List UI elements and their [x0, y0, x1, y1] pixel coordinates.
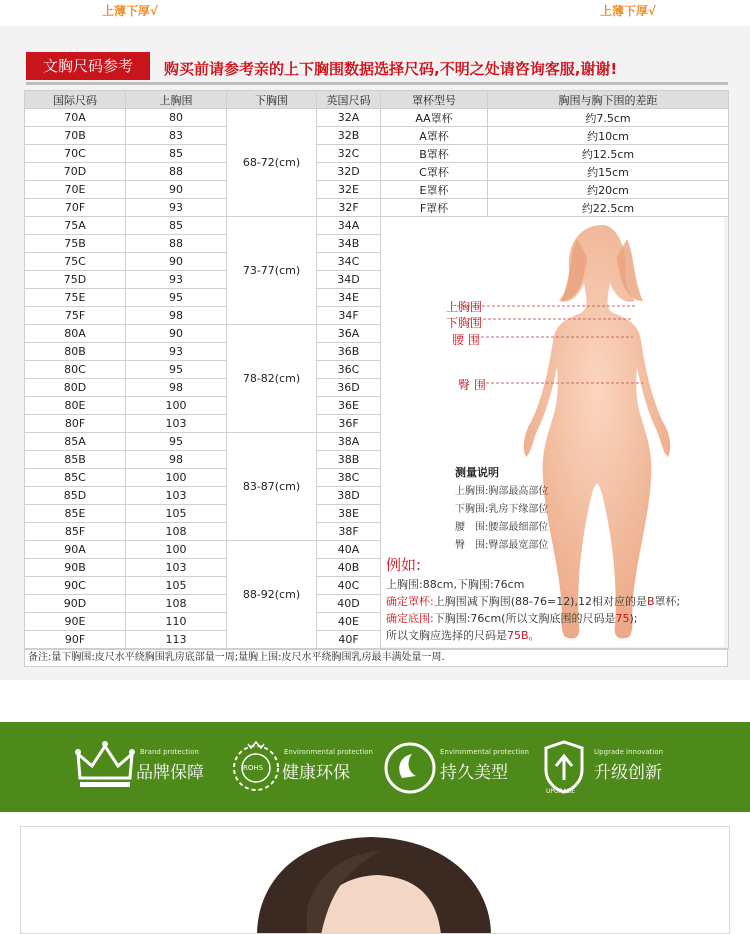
cup-type-cell: E罩杯: [381, 181, 488, 199]
intl-size-cell: 70E: [25, 181, 126, 199]
intl-size-cell: 80A: [25, 325, 126, 343]
size-chart-title: 文胸尺码参考: [26, 52, 150, 80]
uk-size-cell: 32D: [317, 163, 381, 181]
uk-size-cell: 38E: [317, 505, 381, 523]
example-line-2: [386, 593, 680, 609]
intl-size-cell: 75A: [25, 217, 126, 235]
upper-bust-cell: 93: [126, 199, 227, 217]
measure-line: 上胸围:胸部最高部位: [455, 486, 549, 497]
upper-bust-cell: 90: [126, 253, 227, 271]
intl-size-cell: 80F: [25, 415, 126, 433]
table-header-cell: 胸围与胸下围的差距: [488, 91, 729, 109]
uk-size-cell: 38F: [317, 523, 381, 541]
intl-size-cell: 70B: [25, 127, 126, 145]
intl-size-cell: 80E: [25, 397, 126, 415]
example-text: 罩杯;: [654, 595, 681, 608]
example-text: 。: [528, 629, 540, 642]
intl-size-cell: 75D: [25, 271, 126, 289]
uk-size-cell: 36A: [317, 325, 381, 343]
intl-size-cell: 85A: [25, 433, 126, 451]
cup-type-cell: A罩杯: [381, 127, 488, 145]
upper-bust-cell: 100: [126, 469, 227, 487]
feature-label: 持久美型: [440, 763, 508, 783]
top-strip: [0, 0, 750, 26]
example-text: 所以文胸应选择的尺码是: [386, 629, 507, 642]
header-divider: [26, 82, 728, 85]
upper-bust-cell: 105: [126, 577, 227, 595]
cup-diff-cell: 约20cm: [488, 181, 729, 199]
measure-guide-title: 测量说明: [455, 466, 499, 479]
feature-eco: [228, 722, 378, 812]
uk-size-cell: 40F: [317, 631, 381, 649]
upper-bust-cell: 88: [126, 163, 227, 181]
intl-size-cell: 70F: [25, 199, 126, 217]
table-header-cell: 国际尺码: [25, 91, 126, 109]
under-bust-cell: 73-77(cm): [227, 217, 317, 325]
feature-brand: [74, 722, 224, 812]
table-row: [25, 163, 729, 181]
cup-diff-cell: 约12.5cm: [488, 145, 729, 163]
upper-bust-cell: 85: [126, 217, 227, 235]
uk-size-cell: 40C: [317, 577, 381, 595]
uk-size-cell: 32B: [317, 127, 381, 145]
uk-size-cell: 32C: [317, 145, 381, 163]
table-header-cell: 英国尺码: [317, 91, 381, 109]
section-gap: [0, 680, 750, 722]
table-row: [25, 145, 729, 163]
example-text: );: [629, 612, 638, 625]
upper-bust-cell: 108: [126, 523, 227, 541]
cup-type-cell: F罩杯: [381, 199, 488, 217]
upper-bust-cell: 103: [126, 415, 227, 433]
table-row: [25, 127, 729, 145]
upper-bust-cell: 98: [126, 379, 227, 397]
example-line-3: [386, 610, 637, 626]
cup-diff-cell: 约10cm: [488, 127, 729, 145]
upper-bust-cell: 100: [126, 397, 227, 415]
feature-shape: [382, 722, 532, 812]
under-bust-cell: 68-72(cm): [227, 109, 317, 217]
feature-label: 升级创新: [594, 763, 662, 783]
upper-bust-cell: 100: [126, 541, 227, 559]
intl-size-cell: 75F: [25, 307, 126, 325]
upper-bust-label: 上胸围: [446, 300, 483, 314]
example-text: 上胸围减下胸围(88-76=12),12相对应的是: [433, 595, 647, 608]
uk-size-cell: 32E: [317, 181, 381, 199]
upper-bust-cell: 108: [126, 595, 227, 613]
uk-size-cell: 36C: [317, 361, 381, 379]
feature-subtitle: Environmental protection: [440, 748, 529, 756]
crown-icon: [74, 738, 136, 796]
example-cup-value: B: [646, 595, 655, 608]
size-chart-instruction: 购买前请参考亲的上下胸围数据选择尺码,不明之处请咨询客服,谢谢!: [164, 60, 618, 78]
uk-size-cell: 32F: [317, 199, 381, 217]
upper-bust-cell: 98: [126, 307, 227, 325]
intl-size-cell: 80C: [25, 361, 126, 379]
thin-top-label-right: 上薄下厚√: [600, 4, 657, 18]
intl-size-cell: 80B: [25, 343, 126, 361]
measure-line: 下胸围:乳房下缘部位: [455, 504, 549, 515]
intl-size-cell: 85C: [25, 469, 126, 487]
hip-label: 臀 围: [458, 378, 486, 392]
intl-size-cell: 90C: [25, 577, 126, 595]
under-bust-cell: 88-92(cm): [227, 541, 317, 649]
feature-upgrade: [536, 722, 686, 812]
upper-bust-cell: 95: [126, 361, 227, 379]
uk-size-cell: 32A: [317, 109, 381, 127]
determine-cup-label: 确定罩杯:: [386, 595, 434, 608]
example-line-4: [386, 627, 540, 643]
feature-label: 品牌保障: [136, 763, 204, 783]
uk-size-cell: 36E: [317, 397, 381, 415]
cup-diff-cell: 约15cm: [488, 163, 729, 181]
intl-size-cell: 70D: [25, 163, 126, 181]
feature-subtitle: Environmental protection: [284, 748, 373, 756]
waist-label: 腰 围: [452, 333, 480, 347]
measure-line: 臀 围:臀部最宽部位: [455, 540, 549, 551]
feature-subtitle: Upgrade innovation: [594, 748, 664, 756]
measure-line: 腰 围:腰部最细部位: [455, 522, 549, 533]
upper-bust-cell: 103: [126, 559, 227, 577]
uk-size-cell: 40A: [317, 541, 381, 559]
upper-bust-cell: 93: [126, 271, 227, 289]
model-photo: [20, 826, 730, 934]
upper-bust-cell: 113: [126, 631, 227, 649]
intl-size-cell: 70A: [25, 109, 126, 127]
example-line-1: 上胸围:88cm,下胸围:76cm: [386, 578, 525, 591]
upper-bust-cell: 83: [126, 127, 227, 145]
uk-size-cell: 34B: [317, 235, 381, 253]
intl-size-cell: 90A: [25, 541, 126, 559]
table-row: [25, 109, 729, 127]
upper-bust-cell: 110: [126, 613, 227, 631]
table-row: [25, 199, 729, 217]
cup-type-cell: AA罩杯: [381, 109, 488, 127]
uk-size-cell: 38B: [317, 451, 381, 469]
upper-bust-cell: 80: [126, 109, 227, 127]
rohs-badge-text: ROHS: [243, 764, 264, 772]
uk-size-cell: 34C: [317, 253, 381, 271]
example-band-value: 75: [615, 612, 630, 625]
uk-size-cell: 34A: [317, 217, 381, 235]
upgrade-badge-text: UPGRADE: [546, 788, 576, 795]
upper-bust-cell: 98: [126, 451, 227, 469]
model-photo-image: [21, 827, 730, 934]
uk-size-cell: 36B: [317, 343, 381, 361]
determine-band-label: 确定底围:: [386, 612, 434, 625]
intl-size-cell: 90F: [25, 631, 126, 649]
intl-size-cell: 85F: [25, 523, 126, 541]
intl-size-cell: 70C: [25, 145, 126, 163]
upper-bust-cell: 90: [126, 325, 227, 343]
upper-bust-cell: 103: [126, 487, 227, 505]
intl-size-cell: 75E: [25, 289, 126, 307]
under-bust-cell: 78-82(cm): [227, 325, 317, 433]
intl-size-cell: 85D: [25, 487, 126, 505]
feature-bar: [0, 722, 750, 812]
example-size-value: 75B: [507, 629, 529, 642]
intl-size-cell: 75C: [25, 253, 126, 271]
cup-type-cell: C罩杯: [381, 163, 488, 181]
under-bust-label: 下胸围: [446, 316, 483, 330]
upper-bust-cell: 90: [126, 181, 227, 199]
intl-size-cell: 80D: [25, 379, 126, 397]
upper-bust-cell: 85: [126, 145, 227, 163]
uk-size-cell: 40D: [317, 595, 381, 613]
intl-size-cell: 75B: [25, 235, 126, 253]
feature-subtitle: Brand protection: [140, 748, 199, 756]
upper-bust-cell: 95: [126, 289, 227, 307]
cup-diff-cell: 约22.5cm: [488, 199, 729, 217]
example-title: 例如:: [386, 556, 422, 574]
table-header-cell: 下胸围: [227, 91, 317, 109]
table-header-cell: 上胸围: [126, 91, 227, 109]
cup-diff-cell: 约7.5cm: [488, 109, 729, 127]
upper-bust-cell: 105: [126, 505, 227, 523]
table-header-row: [25, 91, 729, 109]
upper-bust-cell: 93: [126, 343, 227, 361]
under-bust-cell: 83-87(cm): [227, 433, 317, 541]
intl-size-cell: 90E: [25, 613, 126, 631]
intl-size-cell: 90B: [25, 559, 126, 577]
uk-size-cell: 38A: [317, 433, 381, 451]
thin-top-label-left: 上薄下厚√: [102, 4, 159, 18]
intl-size-cell: 85B: [25, 451, 126, 469]
uk-size-cell: 38C: [317, 469, 381, 487]
cup-type-cell: B罩杯: [381, 145, 488, 163]
intl-size-cell: 85E: [25, 505, 126, 523]
table-header-cell: 罩杯型号: [381, 91, 488, 109]
uk-size-cell: 40E: [317, 613, 381, 631]
uk-size-cell: 36D: [317, 379, 381, 397]
measurement-note: 备注:量下胸围:皮尺水平绕胸围乳房底部量一周;量胸上围:皮尺水平绕胸围乳房最丰满处量一周.: [24, 649, 728, 667]
uk-size-cell: 34F: [317, 307, 381, 325]
feature-label: 健康环保: [282, 763, 350, 783]
upper-bust-cell: 95: [126, 433, 227, 451]
intl-size-cell: 90D: [25, 595, 126, 613]
upper-bust-cell: 88: [126, 235, 227, 253]
uk-size-cell: 34E: [317, 289, 381, 307]
uk-size-cell: 40B: [317, 559, 381, 577]
uk-size-cell: 36F: [317, 415, 381, 433]
example-text: 下胸围:76cm(所以文胸底围的尺码是: [433, 612, 616, 625]
shape-circle-icon: [382, 738, 438, 796]
uk-size-cell: 34D: [317, 271, 381, 289]
uk-size-cell: 38D: [317, 487, 381, 505]
table-row: [25, 181, 729, 199]
